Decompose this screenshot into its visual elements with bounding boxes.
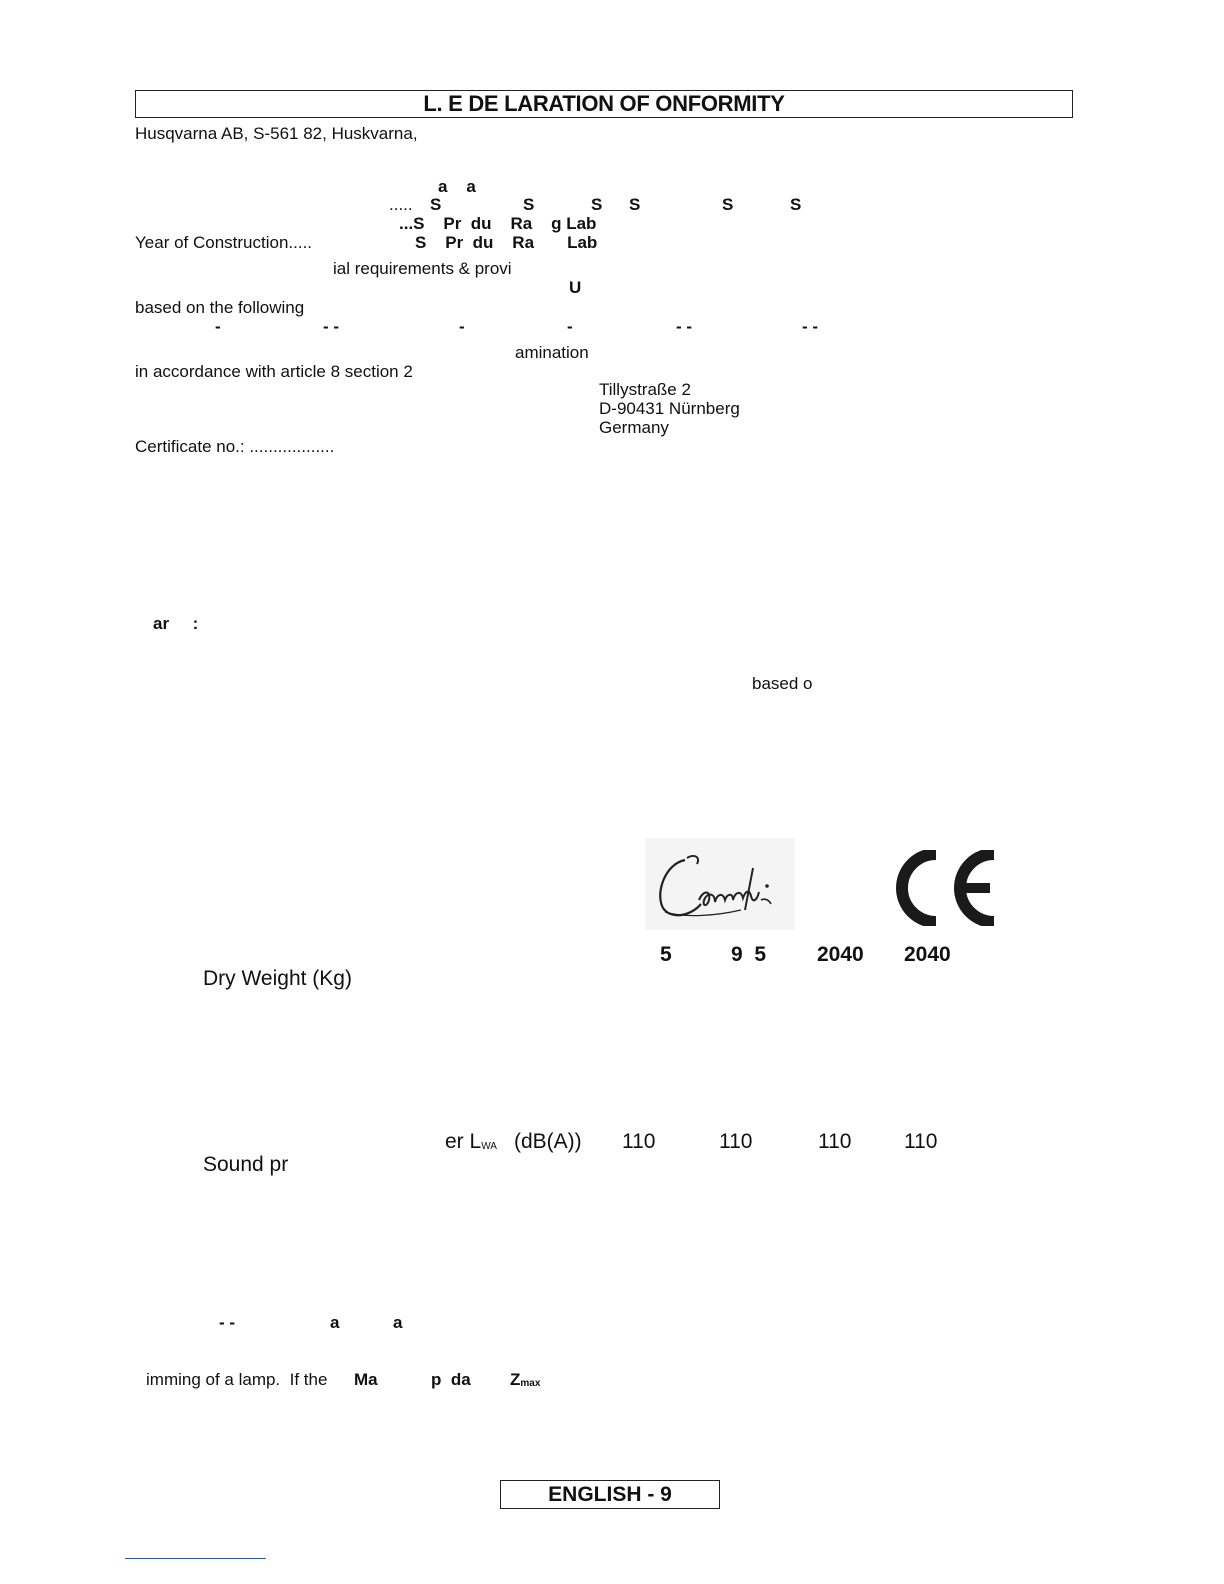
fragment-dash: - - [802,317,819,336]
spec-value: 2040 [817,943,864,966]
spec-value: 5 [660,943,672,966]
declaration-title: L. E DE LARATION OF ONFORMITY [423,91,785,116]
sound-power-value: 110 [818,1130,852,1153]
sound-power-label: er $L_{WA}$ [445,1130,497,1153]
fragment-dash: - - [323,317,340,336]
sound-pressure-label: Sound pr [203,1153,289,1176]
fragment-dots: ..... [389,195,413,214]
fragment-s: S [629,195,641,214]
page-footer-box [500,1480,720,1509]
spec-value: 2040 [904,943,951,966]
year-of-construction-label: Year of Construction..... [135,233,313,252]
signature-image [645,838,795,930]
fragment-dash: - - [676,317,693,336]
fragment-a-a: a a [438,177,476,196]
fragment-ma: Ma [354,1370,378,1389]
article-text: in accordance with article 8 section 2 [135,362,413,381]
dimming-text: imming of a lamp. If the [146,1370,328,1389]
fragment-dash: - - [219,1313,236,1332]
fragment-s: S [523,195,535,214]
fragment-dash: - [567,317,573,336]
fragment-u: U [569,278,582,297]
fragment-dash: - [459,317,465,336]
declaration-title-box [135,90,1073,118]
fragment-a: a [330,1313,340,1332]
address-street: Tillystraße 2 [599,380,691,399]
sound-power-value: 110 [719,1130,753,1153]
fragment-product-rating-label: ...S Pr du Ra g Lab [399,214,597,233]
fragment-dash: - [215,317,221,336]
fragment-based-o: based o [752,674,813,693]
fragment-s: S [430,195,442,214]
sound-power-value: 110 [904,1130,938,1153]
fragment-zmax: $Z_{max}$ [510,1370,541,1389]
certificate-number: Certificate no.: .................. [135,437,335,456]
based-on-following: based on the following [135,298,305,317]
dry-weight-label: Dry Weight (Kg) [203,967,352,990]
examination-text: amination [515,343,589,362]
fragment-p-da: p da [431,1370,471,1389]
fragment-product-rating-label-2: S Pr du Ra Lab [415,233,598,252]
address-city: D-90431 Nürnberg [599,399,740,418]
ce-mark-icon [890,850,1000,926]
address-country: Germany [599,418,669,437]
fragment-s: S [722,195,734,214]
fragment-a: a [393,1313,403,1332]
requirements-text: ial requirements & provi [333,259,512,278]
fragment-ar: ar : [153,614,199,633]
link-underline [125,1558,266,1559]
fragment-s: S [790,195,802,214]
company-address: Husqvarna AB, S-561 82, Huskvarna, [135,124,418,143]
fragment-s: S [591,195,603,214]
page-number-label: ENGLISH - 9 [548,1482,672,1506]
sound-power-value: 110 [622,1130,656,1153]
spec-value: 9 5 [731,943,767,966]
sound-power-unit: (dB(A)) [514,1130,582,1153]
